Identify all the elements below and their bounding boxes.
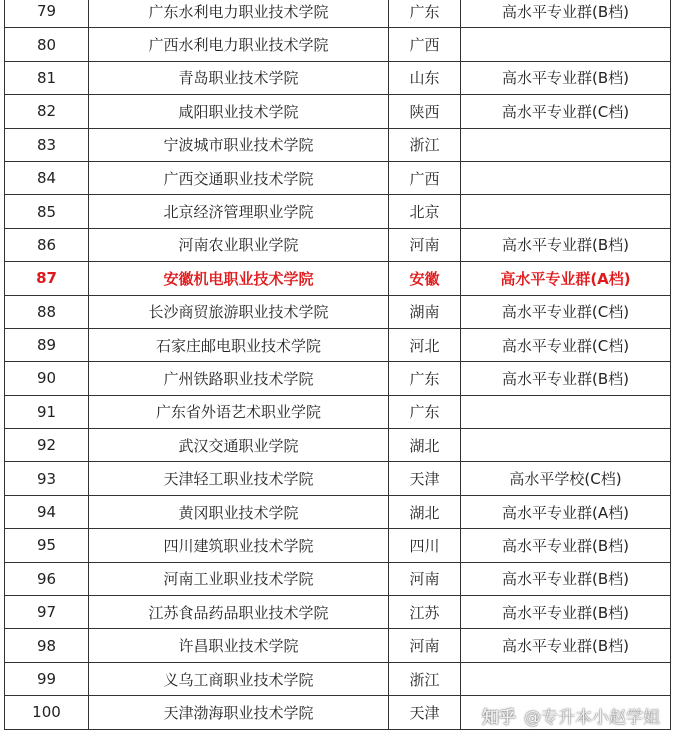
rank-number-cell: 86: [5, 228, 89, 261]
table-row: [5, 28, 671, 61]
level-cell: 高水平学校(C档): [461, 462, 671, 495]
level-cell: [461, 161, 671, 194]
college-name-cell: 北京经济管理职业学院: [89, 195, 389, 228]
college-name-cell: 长沙商贸旅游职业技术学院: [89, 295, 389, 328]
level-cell: 高水平专业群(C档): [461, 328, 671, 361]
province-cell: 湖南: [389, 295, 461, 328]
rank-number-cell: 85: [5, 195, 89, 228]
table-row: [5, 228, 671, 261]
level-cell: 高水平专业群(A档): [461, 262, 671, 295]
table-row: [5, 596, 671, 629]
college-name-cell: 河南工业职业技术学院: [89, 562, 389, 595]
level-cell: [461, 429, 671, 462]
level-cell: 高水平专业群(B档): [461, 629, 671, 662]
table-row: [5, 0, 671, 28]
college-ranking-table: [4, 0, 671, 730]
college-name-cell: 广州铁路职业技术学院: [89, 362, 389, 395]
province-cell: 湖北: [389, 429, 461, 462]
level-cell: 高水平专业群(B档): [461, 362, 671, 395]
province-cell: 安徽: [389, 262, 461, 295]
level-cell: [461, 662, 671, 695]
table-row: [5, 395, 671, 428]
table-row: [5, 495, 671, 528]
table-row: [5, 262, 671, 295]
level-cell: 高水平专业群(B档): [461, 562, 671, 595]
table-row: [5, 95, 671, 128]
college-name-cell: 广西交通职业技术学院: [89, 161, 389, 194]
province-cell: 浙江: [389, 128, 461, 161]
college-name-cell: 广东水利电力职业技术学院: [89, 0, 389, 28]
college-name-cell: 天津轻工职业技术学院: [89, 462, 389, 495]
table-row: [5, 662, 671, 695]
rank-number-cell: 99: [5, 662, 89, 695]
level-cell: 高水平专业群(C档): [461, 95, 671, 128]
college-name-cell: 武汉交通职业学院: [89, 429, 389, 462]
province-cell: 山东: [389, 61, 461, 94]
rank-number-cell: 91: [5, 395, 89, 428]
zhihu-logo-text: 知乎: [482, 708, 516, 728]
province-cell: 广东: [389, 362, 461, 395]
level-cell: [461, 128, 671, 161]
province-cell: 河南: [389, 228, 461, 261]
table-row: [5, 61, 671, 94]
table-row: [5, 195, 671, 228]
college-name-cell: 石家庄邮电职业技术学院: [89, 328, 389, 361]
level-cell: 高水平专业群(A档): [461, 495, 671, 528]
rank-number-cell: 100: [5, 696, 89, 729]
college-name-cell: 黄冈职业技术学院: [89, 495, 389, 528]
rank-number-cell: 98: [5, 629, 89, 662]
rank-number-cell: 79: [5, 0, 89, 28]
rank-number-cell: 88: [5, 295, 89, 328]
rank-number-cell: 89: [5, 328, 89, 361]
province-cell: 陕西: [389, 95, 461, 128]
province-cell: 四川: [389, 529, 461, 562]
rank-number-cell: 82: [5, 95, 89, 128]
college-name-cell: 广西水利电力职业技术学院: [89, 28, 389, 61]
rank-number-cell: 90: [5, 362, 89, 395]
province-cell: 河北: [389, 328, 461, 361]
table-row: [5, 462, 671, 495]
college-name-cell: 许昌职业技术学院: [89, 629, 389, 662]
province-cell: 天津: [389, 462, 461, 495]
province-cell: 河南: [389, 562, 461, 595]
level-cell: [461, 395, 671, 428]
province-cell: 广西: [389, 161, 461, 194]
rank-number-cell: 96: [5, 562, 89, 595]
level-cell: 高水平专业群(B档): [461, 529, 671, 562]
level-cell: 高水平专业群(B档): [461, 596, 671, 629]
province-cell: 江苏: [389, 596, 461, 629]
province-cell: 广东: [389, 395, 461, 428]
province-cell: 湖北: [389, 495, 461, 528]
table-row: [5, 161, 671, 194]
rank-number-cell: 81: [5, 61, 89, 94]
rank-number-cell: 84: [5, 161, 89, 194]
rank-number-cell: 92: [5, 429, 89, 462]
level-cell: 高水平专业群(B档): [461, 61, 671, 94]
rank-number-cell: 80: [5, 28, 89, 61]
rank-number-cell: 83: [5, 128, 89, 161]
college-name-cell: 宁波城市职业技术学院: [89, 128, 389, 161]
table-row: [5, 562, 671, 595]
rank-number-cell: 97: [5, 596, 89, 629]
province-cell: 河南: [389, 629, 461, 662]
college-name-cell: 义乌工商职业技术学院: [89, 662, 389, 695]
rank-number-cell: 87: [5, 262, 89, 295]
rank-number-cell: 94: [5, 495, 89, 528]
college-name-cell: 四川建筑职业技术学院: [89, 529, 389, 562]
table-body: [5, 0, 671, 729]
province-cell: 浙江: [389, 662, 461, 695]
province-cell: 广西: [389, 28, 461, 61]
college-name-cell: 青岛职业技术学院: [89, 61, 389, 94]
level-cell: 高水平专业群(B档): [461, 228, 671, 261]
table-row: [5, 529, 671, 562]
province-cell: 广东: [389, 0, 461, 28]
college-name-cell: 广东省外语艺术职业学院: [89, 395, 389, 428]
table-row: [5, 696, 671, 729]
table-row: [5, 429, 671, 462]
level-cell: [461, 195, 671, 228]
college-name-cell: 安徽机电职业技术学院: [89, 262, 389, 295]
level-cell: [461, 28, 671, 61]
table-row: [5, 362, 671, 395]
college-name-cell: 江苏食品药品职业技术学院: [89, 596, 389, 629]
rank-number-cell: 93: [5, 462, 89, 495]
province-cell: 天津: [389, 696, 461, 729]
level-cell: 高水平专业群(B档): [461, 0, 671, 28]
college-name-cell: 咸阳职业技术学院: [89, 95, 389, 128]
table-row: [5, 128, 671, 161]
province-cell: 北京: [389, 195, 461, 228]
level-cell: [461, 696, 671, 729]
table-row: [5, 328, 671, 361]
table-row: [5, 295, 671, 328]
college-table-container: [4, 0, 670, 730]
level-cell: 高水平专业群(C档): [461, 295, 671, 328]
rank-number-cell: 95: [5, 529, 89, 562]
college-name-cell: 河南农业职业学院: [89, 228, 389, 261]
watermark-author: @专升本小赵学姐: [524, 708, 660, 728]
college-name-cell: 天津渤海职业技术学院: [89, 696, 389, 729]
table-row: [5, 629, 671, 662]
